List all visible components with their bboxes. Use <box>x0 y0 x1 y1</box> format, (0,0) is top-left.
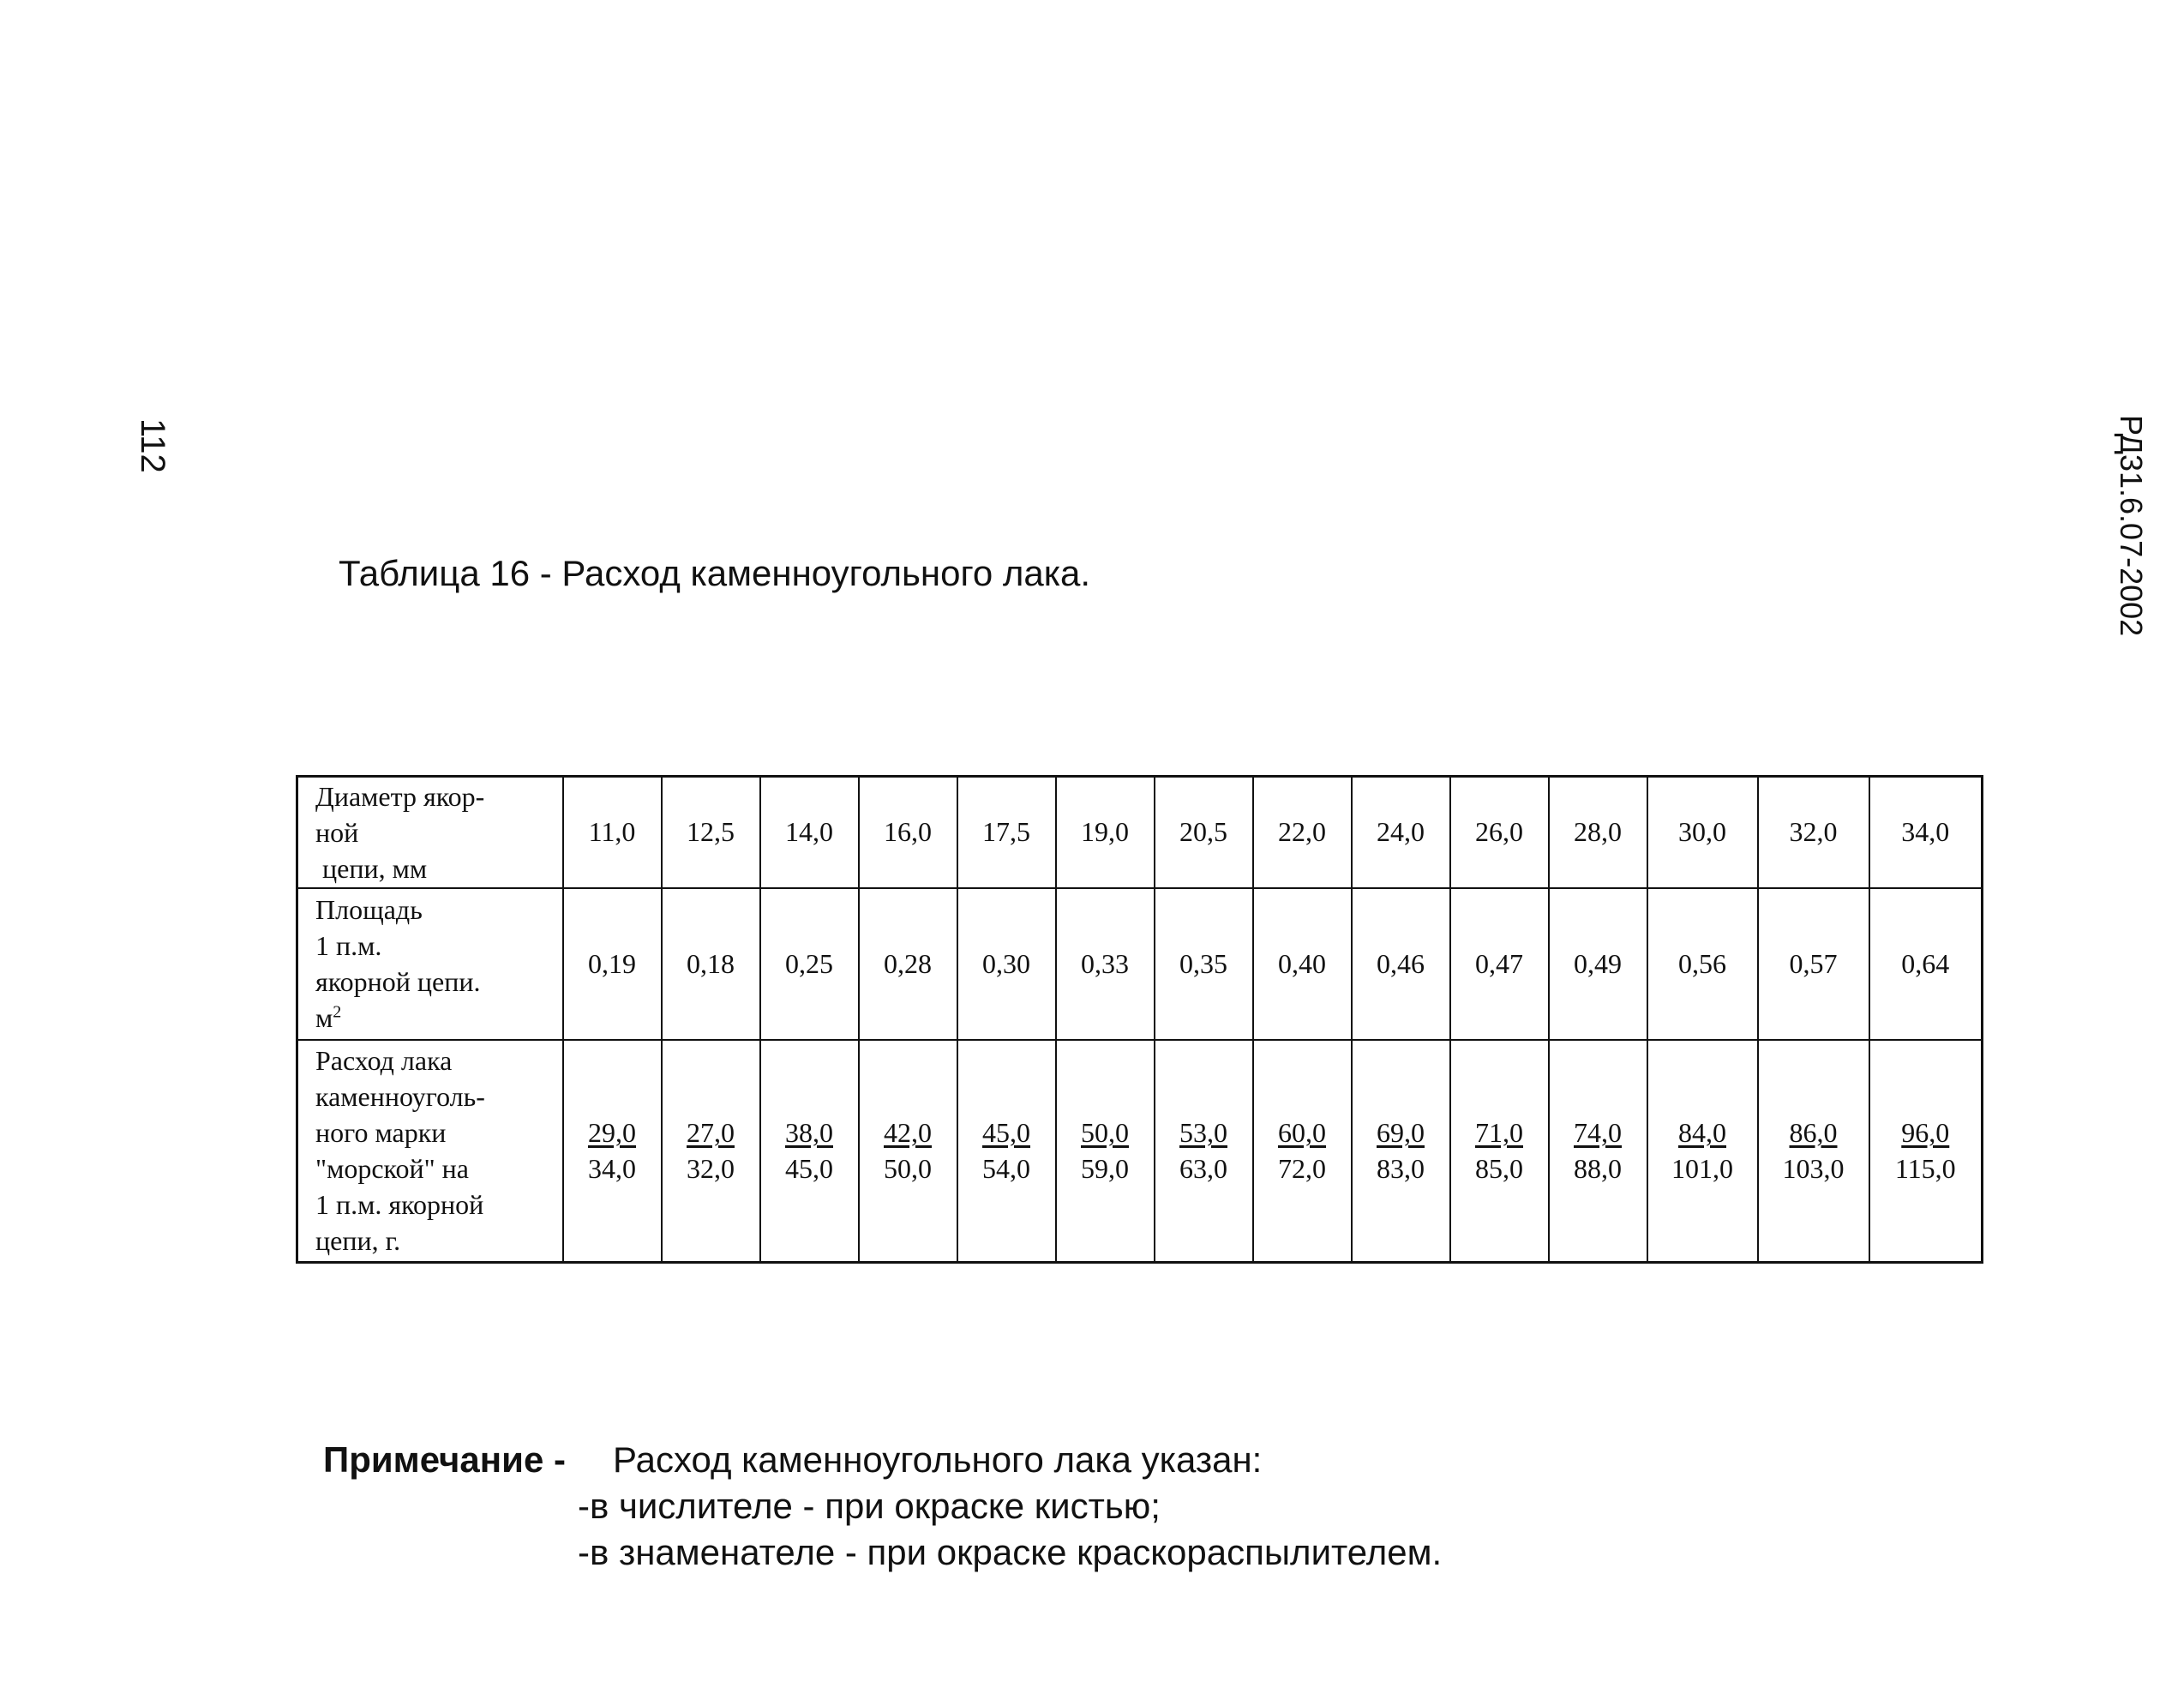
value-cell <box>760 888 859 1040</box>
cell-value: 26,0 <box>1475 816 1523 848</box>
row-label-line <box>315 850 562 886</box>
value-cell <box>1056 888 1155 1040</box>
cell-value: 0,28 <box>884 947 932 979</box>
cell-value: 0,56 <box>1678 947 1726 979</box>
note-line-1: Расход каменноугольного лака указан: <box>613 1439 1263 1480</box>
cell-value: 0,46 <box>1377 947 1425 979</box>
page-number: 112 <box>134 418 171 473</box>
table-title: Таблица 16 - Расход каменноугольного лака. <box>339 553 1091 593</box>
row-label-cell <box>297 777 563 888</box>
cell-value: 19,0 <box>1081 816 1129 848</box>
note-line-3: -в знаменателе - при окраске краскораспылителем. <box>578 1532 1443 1572</box>
fraction-cell <box>1869 1040 1983 1263</box>
table-body <box>297 777 1983 1263</box>
value-cell <box>1155 777 1253 888</box>
note-label <box>323 1439 566 1480</box>
value-cell <box>859 777 957 888</box>
denominator-sprayer: 50,0 <box>884 1153 932 1185</box>
row-label-line <box>315 778 562 814</box>
row-label-text: 1 п.м. якорной <box>315 1189 484 1221</box>
value-cell <box>1450 777 1549 888</box>
row-label-text: каменноуголь- <box>315 1081 485 1113</box>
value-cell <box>859 888 957 1040</box>
numerator-brush: 42,0 <box>884 1117 932 1149</box>
row-label-cell <box>297 1040 563 1263</box>
cell-value: 34,0 <box>1901 816 1950 848</box>
fraction-cell <box>1056 1040 1155 1263</box>
numerator-brush: 84,0 <box>1678 1117 1726 1149</box>
fraction-cell <box>1647 1040 1758 1263</box>
denominator-sprayer: 59,0 <box>1081 1153 1129 1185</box>
value-cell <box>1758 888 1869 1040</box>
denominator-sprayer: 54,0 <box>982 1153 1030 1185</box>
note-line-2: -в числителе - при окраске кистью; <box>578 1486 1161 1526</box>
row-label-line <box>315 892 562 928</box>
cell-value: 0,57 <box>1789 947 1838 979</box>
document-code: РД31.6.07-2002 <box>2114 415 2149 637</box>
value-cell <box>1253 888 1352 1040</box>
fraction-cell <box>1352 1040 1450 1263</box>
fraction-cell <box>1253 1040 1352 1263</box>
cell-value: 12,5 <box>687 816 735 848</box>
fraction-cell <box>1450 1040 1549 1263</box>
value-cell <box>1758 777 1869 888</box>
row-label-line <box>315 1222 562 1258</box>
row-label-line <box>315 1114 562 1150</box>
cell-value: 17,5 <box>982 816 1030 848</box>
row-label-text: ной <box>315 816 359 848</box>
row-label-text: цепи, мм <box>315 852 428 884</box>
numerator-brush: 60,0 <box>1278 1117 1326 1149</box>
denominator-sprayer: 88,0 <box>1574 1153 1622 1185</box>
table-row <box>297 1040 1983 1263</box>
denominator-sprayer: 72,0 <box>1278 1153 1326 1185</box>
value-cell <box>1869 888 1983 1040</box>
value-cell <box>957 888 1056 1040</box>
numerator-brush: 38,0 <box>785 1117 833 1149</box>
cell-value: 24,0 <box>1377 816 1425 848</box>
row-label-line <box>315 814 562 850</box>
cell-value: 16,0 <box>884 816 932 848</box>
fraction-cell <box>859 1040 957 1263</box>
cell-value: 14,0 <box>785 816 833 848</box>
cell-value: 0,25 <box>785 947 833 979</box>
numerator-brush: 71,0 <box>1475 1117 1523 1149</box>
value-cell <box>1253 777 1352 888</box>
numerator-brush: 50,0 <box>1081 1117 1129 1149</box>
fraction-cell <box>1155 1040 1253 1263</box>
value-cell <box>1352 888 1450 1040</box>
cell-value: 0,35 <box>1179 947 1227 979</box>
value-cell <box>1155 888 1253 1040</box>
row-label-text: "морской" на <box>315 1153 469 1185</box>
value-cell <box>1450 888 1549 1040</box>
row-label-text: ного марки <box>315 1117 447 1149</box>
unit-superscript: 2 <box>333 1002 342 1022</box>
note-label-text: Примечание - <box>323 1439 566 1480</box>
numerator-brush: 96,0 <box>1901 1117 1950 1149</box>
cell-value: 0,64 <box>1901 947 1950 979</box>
denominator-sprayer: 32,0 <box>687 1153 735 1185</box>
cell-value: 0,47 <box>1475 947 1523 979</box>
cell-value: 11,0 <box>588 816 636 848</box>
cell-value: 0,19 <box>588 947 636 979</box>
value-cell <box>1056 777 1155 888</box>
cell-value: 32,0 <box>1789 816 1838 848</box>
cell-value: 28,0 <box>1574 816 1622 848</box>
row-label-text: цепи, г. <box>315 1225 401 1257</box>
value-cell <box>760 777 859 888</box>
row-label-text: Диаметр якор- <box>315 780 485 812</box>
row-label-text: Расход лака <box>315 1045 453 1077</box>
value-cell <box>662 777 760 888</box>
consumption-table <box>296 775 1983 1264</box>
table-row <box>297 777 1983 888</box>
denominator-sprayer: 83,0 <box>1377 1153 1425 1185</box>
fraction-cell <box>957 1040 1056 1263</box>
row-label-text: Площадь <box>315 894 423 925</box>
row-label-text: м <box>315 1002 333 1033</box>
fraction-cell <box>760 1040 859 1263</box>
numerator-brush: 69,0 <box>1377 1117 1425 1149</box>
fraction-cell <box>563 1040 662 1263</box>
row-label-line <box>315 928 562 964</box>
denominator-sprayer: 103,0 <box>1782 1153 1845 1185</box>
row-label-text: якорной цепи. <box>315 966 481 997</box>
denominator-sprayer: 45,0 <box>785 1153 833 1185</box>
row-label-line <box>315 1186 562 1222</box>
row-label-line <box>315 1000 562 1036</box>
value-cell <box>1647 777 1758 888</box>
fraction-cell <box>1758 1040 1869 1263</box>
cell-value: 0,18 <box>687 947 735 979</box>
numerator-brush: 29,0 <box>588 1117 636 1149</box>
denominator-sprayer: 63,0 <box>1179 1153 1227 1185</box>
denominator-sprayer: 34,0 <box>588 1153 636 1185</box>
value-cell <box>563 888 662 1040</box>
numerator-brush: 74,0 <box>1574 1117 1622 1149</box>
numerator-brush: 27,0 <box>687 1117 735 1149</box>
row-label-line <box>315 1150 562 1186</box>
denominator-sprayer: 101,0 <box>1671 1153 1733 1185</box>
numerator-brush: 53,0 <box>1179 1117 1227 1149</box>
value-cell <box>1647 888 1758 1040</box>
cell-value: 0,40 <box>1278 947 1326 979</box>
cell-value: 0,33 <box>1081 947 1129 979</box>
table-row <box>297 888 1983 1040</box>
value-cell <box>563 777 662 888</box>
row-label-cell <box>297 888 563 1040</box>
value-cell <box>957 777 1056 888</box>
value-cell <box>1352 777 1450 888</box>
row-label-line <box>315 1078 562 1114</box>
value-cell <box>662 888 760 1040</box>
fraction-cell <box>1549 1040 1647 1263</box>
fraction-cell <box>662 1040 760 1263</box>
row-label-text: 1 п.м. <box>315 930 382 961</box>
value-cell <box>1869 777 1983 888</box>
cell-value: 30,0 <box>1678 816 1726 848</box>
row-label-line <box>315 964 562 1000</box>
denominator-sprayer: 115,0 <box>1894 1153 1956 1185</box>
cell-value: 0,49 <box>1574 947 1622 979</box>
value-cell <box>1549 777 1647 888</box>
cell-value: 20,5 <box>1179 816 1227 848</box>
row-label-line <box>315 1042 562 1078</box>
cell-value: 0,30 <box>982 947 1030 979</box>
value-cell <box>1549 888 1647 1040</box>
cell-value: 22,0 <box>1278 816 1326 848</box>
denominator-sprayer: 85,0 <box>1475 1153 1523 1185</box>
numerator-brush: 86,0 <box>1789 1117 1838 1149</box>
numerator-brush: 45,0 <box>982 1117 1030 1149</box>
